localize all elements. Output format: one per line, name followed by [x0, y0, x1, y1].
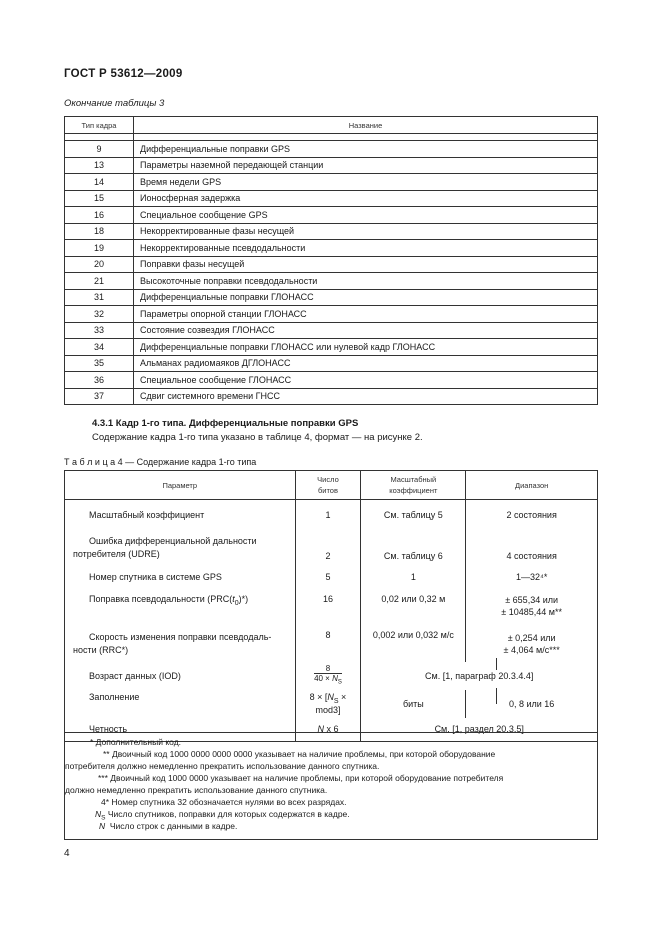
bits-n: N: [327, 692, 334, 703]
table3-row: [65, 207, 598, 224]
note-text: Число спутников, поправки для которых содержатся в кадре.: [105, 809, 350, 819]
table3-gap-cell: [134, 134, 598, 141]
table3-row: [65, 273, 598, 290]
denominator-n: N: [332, 673, 338, 683]
bits-n: N: [317, 724, 324, 735]
table3-row: [65, 190, 598, 207]
frame-type-cell: 32: [65, 306, 134, 323]
frame-type-cell: 13: [65, 157, 134, 174]
param-line2: ности (RRC*): [73, 644, 129, 655]
note: потребителя должно немедленно прекратить использование данного спутника.: [65, 761, 380, 771]
note-text: Число строк с данными в кадре.: [105, 821, 238, 831]
frame-name-cell: Специальное сообщение GPS: [134, 207, 598, 224]
param-text: Поправка псевдодальности (PRC(: [89, 593, 233, 604]
note: [99, 821, 237, 833]
table4: [64, 470, 598, 742]
frame-type-cell: 35: [65, 355, 134, 372]
table4-row: [65, 662, 598, 690]
denominator-text: 40 ×: [314, 673, 333, 683]
table3-gap-cell: [65, 134, 134, 141]
frame-name-cell: Время недели GPS: [134, 174, 598, 191]
param-cell: [65, 530, 296, 564]
table4-header-row: [65, 471, 598, 500]
frame-name-cell: Высокоточные поправки псевдодальности: [134, 273, 598, 290]
range-cell: 0, 8 или 16: [466, 690, 598, 718]
bits-cell: [295, 690, 361, 718]
table4-header-bits: [295, 471, 361, 500]
table4-row: [65, 530, 598, 564]
param-cell: Заполнение: [65, 690, 296, 718]
bits-cell: 2: [295, 530, 361, 564]
range-line1: ± 655,34 или: [505, 594, 559, 605]
scale-cell: биты: [361, 690, 466, 718]
frame-name-cell: Поправки фазы несущей: [134, 256, 598, 273]
page-number: 4: [64, 848, 70, 859]
frame-type-cell: 33: [65, 322, 134, 339]
frame-type-cell: 20: [65, 256, 134, 273]
param-cell: Масштабный коэффициент: [65, 500, 296, 530]
note: *** Двоичный код 1000 0000 указывает на наличие проблемы, при которой оборудование потребителя: [98, 773, 504, 783]
separator-line: [496, 688, 497, 704]
table3-row: [65, 174, 598, 191]
table3-body: [65, 141, 598, 405]
param-t: t: [232, 593, 235, 604]
bits-text: x 6: [323, 724, 339, 735]
table3: [64, 116, 598, 405]
param-line1: Скорость изменения поправки псевдодаль-: [89, 631, 272, 642]
scale-cell: 0,002 или 0,032 м/с: [361, 626, 466, 662]
param-text-end: )*): [238, 593, 249, 604]
table3-header-type: Тип кадра: [65, 117, 134, 134]
table4-row: [65, 564, 598, 590]
table4-row: [65, 500, 598, 530]
table3-row: [65, 240, 598, 257]
table3-header-name: Название: [134, 117, 598, 134]
header-bits-line1: Число: [317, 475, 339, 484]
table3-row: [65, 223, 598, 240]
frame-name-cell: Некорректированные псевдодальности: [134, 240, 598, 257]
note: должно немедленно прекратить использование данного спутника.: [65, 785, 328, 795]
frame-type-cell: 9: [65, 141, 134, 158]
table3-header-row: [65, 117, 598, 134]
frame-name-cell: Состояние созвездия ГЛОНАСС: [134, 322, 598, 339]
header-scale-line2: коэффициент: [389, 486, 438, 495]
frame-type-cell: 15: [65, 190, 134, 207]
range-cell: [466, 590, 598, 626]
param-line2: потребителя (UDRE): [73, 548, 160, 559]
section-heading: 4.3.1 Кадр 1-го типа. Дифференциальные поправки GPS: [92, 418, 359, 429]
table3-row: [65, 388, 598, 405]
document-header: ГОСТ Р 53612—2009: [64, 68, 183, 80]
frame-name-cell: Некорректированные фазы несущей: [134, 223, 598, 240]
bits-cell: [295, 662, 361, 690]
section-text: Содержание кадра 1-го типа указано в таблице 4, формат — на рисунке 2.: [92, 432, 423, 443]
table3-row: [65, 157, 598, 174]
header-scale-line1: Масштабный: [390, 475, 437, 484]
frame-name-cell: Альманах радиомаяков ДГЛОНАСС: [134, 355, 598, 372]
table3-row: [65, 355, 598, 372]
table4-header-range: Диапазон: [466, 471, 598, 500]
range-line2: ± 10485,44 м**: [501, 606, 562, 617]
scale-cell: См. таблицу 6: [361, 530, 466, 564]
frame-name-cell: Дифференциальные поправки ГЛОНАСС: [134, 289, 598, 306]
frame-name-cell: Дифференциальные поправки GPS: [134, 141, 598, 158]
fraction-denominator: [314, 673, 342, 688]
table3-caption: Окончание таблицы 3: [64, 98, 165, 109]
frame-name-cell: Параметры наземной передающей станции: [134, 157, 598, 174]
bits-sub: S: [333, 697, 339, 705]
frame-type-cell: 19: [65, 240, 134, 257]
param-cell: Возраст данных (IOD): [65, 662, 296, 690]
frame-type-cell: 21: [65, 273, 134, 290]
range-cell: 2 состояния: [466, 500, 598, 530]
frame-type-cell: 18: [65, 223, 134, 240]
note-symbol-sub: S: [101, 814, 106, 822]
table4-header-scale: [361, 471, 466, 500]
table3-row: [65, 256, 598, 273]
param-line1: Ошибка дифференциальной дальности: [89, 535, 257, 546]
table3-gap-row: [65, 134, 598, 141]
table3-row: [65, 322, 598, 339]
note: ** Двоичный код 1000 0000 0000 0000 указывает на наличие проблемы, при которой оборудование: [103, 749, 496, 759]
scale-cell: 1: [361, 564, 466, 590]
range-line2: ± 4,064 м/с***: [503, 644, 560, 655]
denominator-sub: S: [337, 679, 342, 686]
param-cell: [65, 626, 296, 662]
reference-cell: См. [1, раздел 20.3.5]: [361, 718, 598, 742]
range-cell: 4 состояния: [466, 530, 598, 564]
frame-name-cell: Ионосферная задержка: [134, 190, 598, 207]
table3-row: [65, 372, 598, 389]
table3-row: [65, 306, 598, 323]
frame-type-cell: 31: [65, 289, 134, 306]
frame-type-cell: 36: [65, 372, 134, 389]
param-cell: Номер спутника в системе GPS: [65, 564, 296, 590]
scale-cell: 0,02 или 0,32 м: [361, 590, 466, 626]
table3-row: [65, 339, 598, 356]
frame-type-cell: 16: [65, 207, 134, 224]
table4-header-param: Параметр: [65, 471, 296, 500]
range-line1: ± 0,254 или: [507, 632, 556, 643]
bits-cell: 8: [295, 626, 361, 662]
iod-fraction: [314, 664, 342, 688]
frame-name-cell: Параметры опорной станции ГЛОНАСС: [134, 306, 598, 323]
bits-cell: 1: [295, 500, 361, 530]
table4-row: [65, 690, 598, 718]
bits-cell: 5: [295, 564, 361, 590]
note-symbol: N: [99, 821, 106, 831]
frame-type-cell: 34: [65, 339, 134, 356]
scale-cell: См. таблицу 5: [361, 500, 466, 530]
note: * Дополнительный код.: [90, 737, 182, 747]
param-sub: 0: [234, 599, 239, 607]
bits-cell: 16: [295, 590, 361, 626]
bits-text: 8 × [: [309, 692, 328, 703]
frame-type-cell: 14: [65, 174, 134, 191]
frame-name-cell: Специальное сообщение ГЛОНАСС: [134, 372, 598, 389]
table4-caption: Т а б л и ц а 4 — Содержание кадра 1-го типа: [64, 457, 257, 467]
table4-notes: [64, 732, 598, 840]
fraction-numerator: 8: [325, 663, 331, 673]
table3-row: [65, 289, 598, 306]
table4-row: [65, 626, 598, 662]
table4-row: [65, 590, 598, 626]
separator-line: [496, 658, 497, 670]
reference-cell: См. [1, параграф 20.3.4.4]: [361, 662, 598, 690]
bits-text-end: × mod3]: [315, 692, 347, 715]
param-cell: Четность: [65, 718, 296, 742]
param-cell: [65, 590, 296, 626]
table3-row: [65, 141, 598, 158]
frame-type-cell: 37: [65, 388, 134, 405]
note: 4* Номер спутника 32 обозначается нулями во всех разрядах.: [101, 797, 347, 807]
frame-name-cell: Сдвиг системного времени ГНСС: [134, 388, 598, 405]
header-bits-line2: битов: [317, 486, 338, 495]
range-cell: [466, 626, 598, 662]
note-symbol: N: [95, 809, 102, 819]
range-cell: 1—32⁴*: [466, 564, 598, 590]
frame-name-cell: Дифференциальные поправки ГЛОНАСС или нулевой кадр ГЛОНАСС: [134, 339, 598, 356]
